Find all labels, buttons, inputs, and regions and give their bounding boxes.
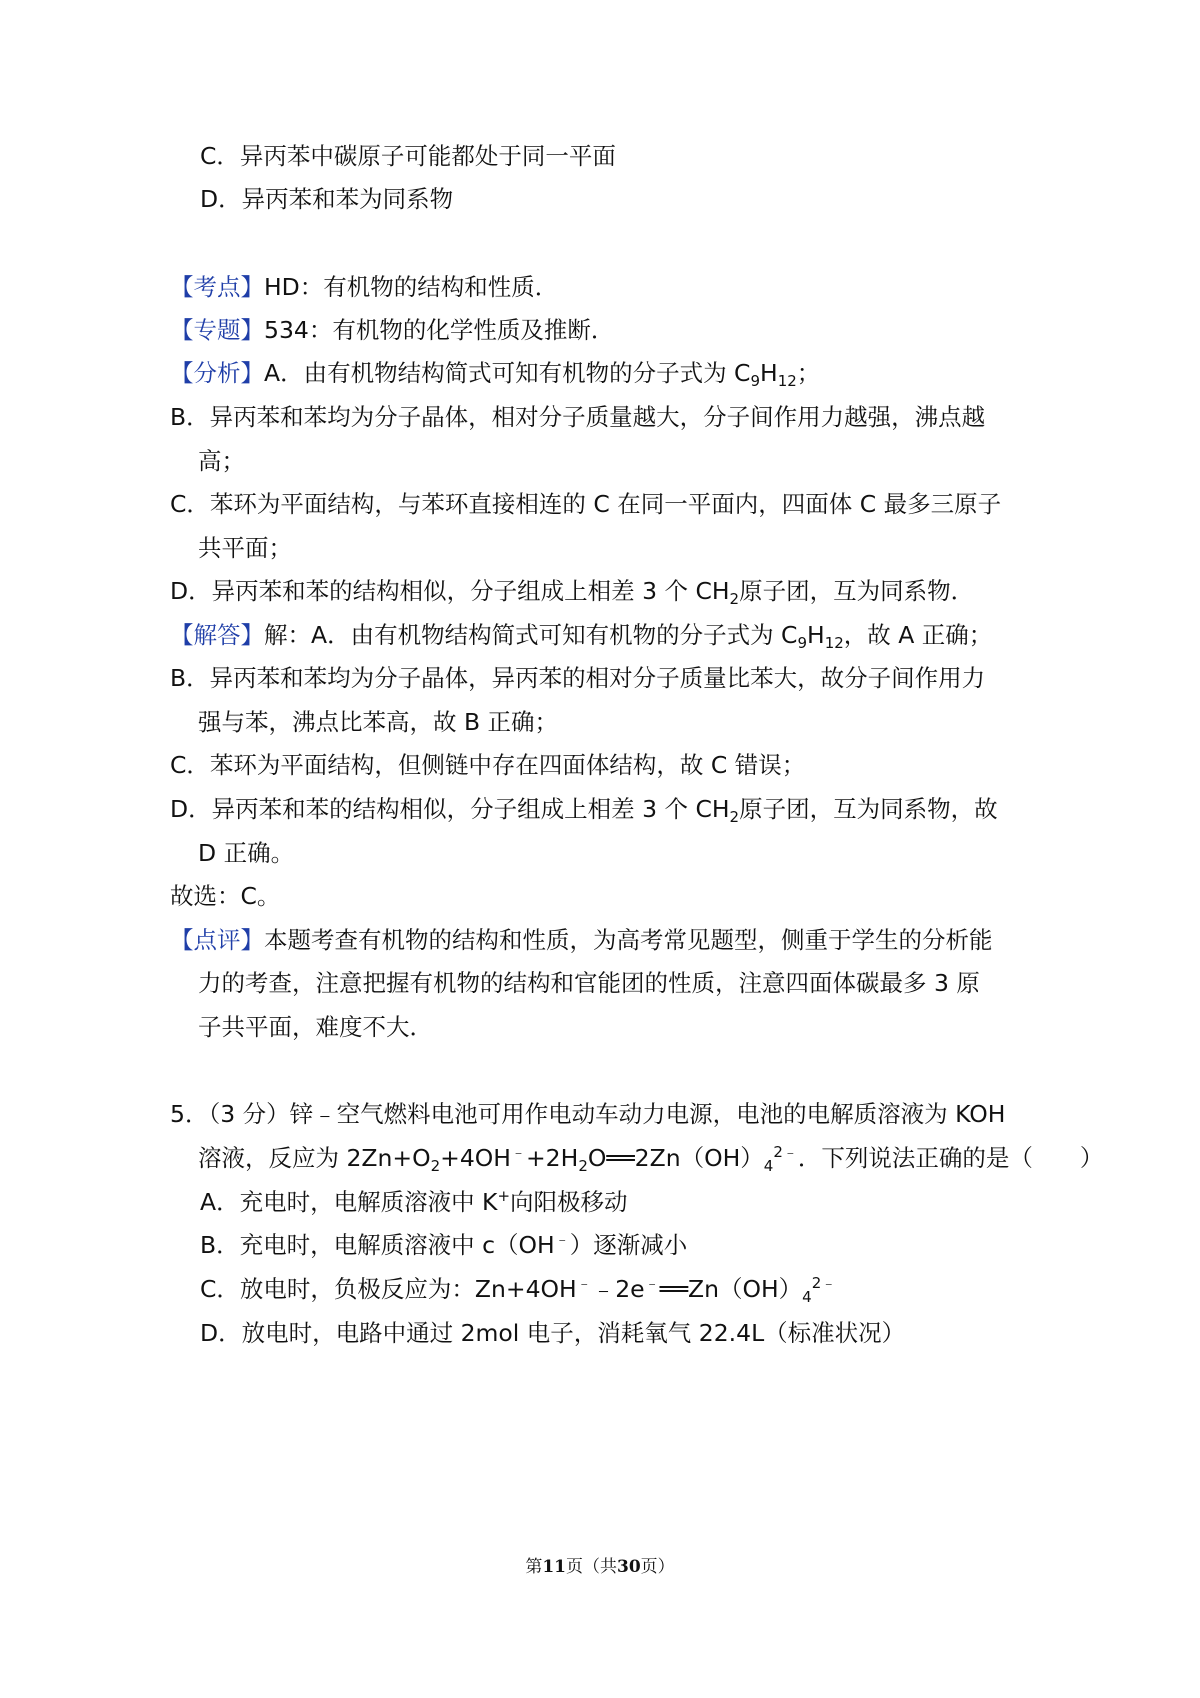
option-c: C．异丙苯中碳原子可能都处于同一平面 <box>200 142 616 170</box>
subscript: 4 <box>802 1288 812 1306</box>
fenxi-tag: 【分析】 <box>170 359 264 387</box>
q5-option-a-text-end: 向阳极移动 <box>510 1188 628 1216</box>
subscript: 2 <box>430 1157 441 1175</box>
dianping-line-1 <box>170 925 993 955</box>
fenxi-d-text: D．异丙苯和苯的结构相似，分子组成上相差 3 个 CH <box>170 577 730 605</box>
q5-option-c-text: C．放电时，负极反应为：Zn+4OH <box>200 1275 577 1303</box>
fenxi-line-d <box>170 576 974 606</box>
q5-option-b-text: B．充电时，电解质溶液中 c（OH <box>200 1231 555 1259</box>
superscript: ﹣ <box>554 1230 570 1248</box>
jieda-line-b1: B．异丙苯和苯均为分子晶体，异丙苯的相对分子质量比苯大，故分子间作用力 <box>170 664 986 692</box>
answer-choice: 故选：C。 <box>170 882 281 910</box>
fenxi-a-text-mid: H <box>760 359 778 387</box>
kaodian-text: HD：有机物的结构和性质． <box>264 273 559 301</box>
jieda-line-b2: 强与苯，沸点比苯高，故 B 正确； <box>198 708 559 736</box>
kaodian-tag: 【考点】 <box>170 273 264 301</box>
superscript: ﹣ <box>510 1143 526 1161</box>
jieda-tag: 【解答】 <box>170 621 264 649</box>
jieda-d-text: D．异丙苯和苯的结构相似，分子组成上相差 3 个 CH <box>170 795 730 823</box>
superscript: 2﹣ <box>773 1143 798 1161</box>
subscript: 9 <box>750 372 761 390</box>
zhuanti-tag: 【专题】 <box>170 316 264 344</box>
subscript: 2 <box>578 1157 588 1175</box>
fenxi-a-text: A．由有机物结构简式可知有机物的分子式为 C <box>264 359 751 387</box>
q5-stem-text: +2H <box>525 1144 579 1172</box>
jieda-line-d <box>170 794 998 824</box>
page-footer <box>0 1552 1200 1577</box>
q5-stem-text: ．下列说法正确的是（ ） <box>797 1144 1104 1172</box>
fenxi-line-c1: C．苯环为平面结构，与苯环直接相连的 C 在同一平面内，四面体 C 最多三原子 <box>170 490 1002 518</box>
zhuanti-line <box>170 315 614 345</box>
dianping-line-2: 力的考查，注意把握有机物的结构和官能团的性质，注意四面体碳最多 3 原 <box>198 969 980 997</box>
subscript: 4 <box>763 1157 774 1175</box>
q5-option-a <box>200 1187 628 1217</box>
fenxi-d-text-end: 原子团，互为同系物． <box>739 577 975 605</box>
q5-stem-line-1: 5．（3 分）锌﹣空气燃料电池可用作电动车动力电源，电池的电解质溶液为 KOH <box>170 1100 1006 1128</box>
fenxi-a-text-end: ； <box>796 359 821 387</box>
option-d: D．异丙苯和苯为同系物 <box>200 185 454 213</box>
fenxi-line-b2: 高； <box>198 447 245 475</box>
q5-option-c-text: ﹣2e <box>591 1275 645 1303</box>
q5-option-c <box>200 1274 836 1304</box>
q5-option-d: D．放电时，电路中通过 2mol 电子，消耗氧气 22.4L（标准状况） <box>200 1319 906 1347</box>
kaodian-line <box>170 272 558 302</box>
superscript: ﹣ <box>576 1274 592 1292</box>
subscript: 2 <box>729 808 740 826</box>
dianping-tag: 【点评】 <box>170 926 264 954</box>
footer-text: 页） <box>640 1557 675 1577</box>
superscript: 2﹣ <box>811 1274 837 1292</box>
jieda-a-text-end: ，故 A 正确； <box>843 621 993 649</box>
superscript: + <box>497 1187 511 1205</box>
subscript: 12 <box>824 634 844 652</box>
q5-option-c-text: ══Zn（OH） <box>659 1275 803 1303</box>
q5-option-a-text: A．充电时，电解质溶液中 K <box>200 1188 498 1216</box>
page-number: 11 <box>542 1557 566 1577</box>
q5-stem-text: +4OH <box>440 1144 511 1172</box>
q5-option-b <box>200 1230 687 1260</box>
q5-option-b-text-end: ）逐渐减小 <box>569 1231 688 1259</box>
jieda-a-text-mid: H <box>807 621 825 649</box>
subscript: 12 <box>777 372 797 390</box>
dianping-line-3: 子共平面，难度不大． <box>198 1013 433 1041</box>
fenxi-line-c2: 共平面； <box>198 534 292 562</box>
q5-stem-line-2 <box>198 1143 1103 1173</box>
subscript: 2 <box>729 590 740 608</box>
jieda-a-text: 解：A．由有机物结构简式可知有机物的分子式为 C <box>264 621 798 649</box>
page-total: 30 <box>617 1557 641 1577</box>
jieda-line-a <box>170 620 992 650</box>
q5-stem-text: 溶液，反应为 2Zn+O <box>198 1144 431 1172</box>
footer-text: 页（共 <box>566 1557 617 1577</box>
footer-text: 第 <box>525 1557 543 1577</box>
q5-stem-text: O══2Zn（OH） <box>587 1144 764 1172</box>
jieda-line-c: C．苯环为平面结构，但侧链中存在四面体结构，故 C 错误； <box>170 751 806 779</box>
superscript: ﹣ <box>644 1274 660 1292</box>
subscript: 9 <box>797 634 808 652</box>
jieda-d-text-end: 原子团，互为同系物，故 <box>739 795 998 823</box>
fenxi-line-a <box>170 358 820 388</box>
dianping-text: 本题考查有机物的结构和性质，为高考常见题型，侧重于学生的分析能 <box>264 926 993 954</box>
fenxi-line-b1: B．异丙苯和苯均为分子晶体，相对分子质量越大，分子间作用力越强，沸点越 <box>170 403 986 431</box>
jieda-line-d2: D 正确。 <box>198 839 295 867</box>
zhuanti-text: 534：有机物的化学性质及推断． <box>264 316 615 344</box>
